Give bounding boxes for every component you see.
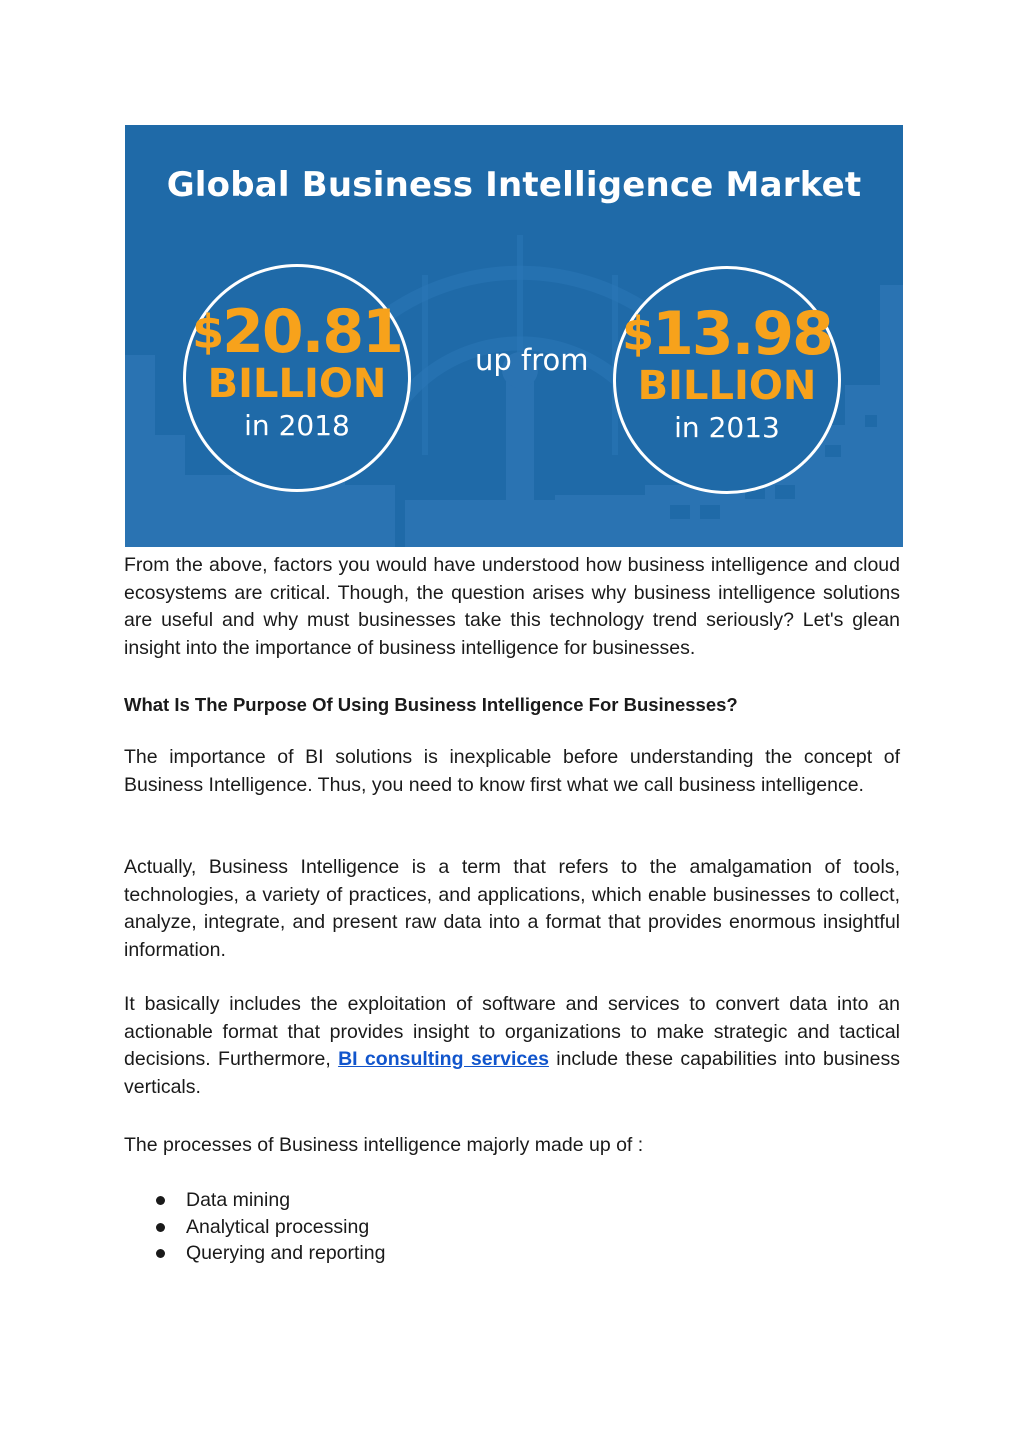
bi-consulting-services-link[interactable]: BI consulting services bbox=[338, 1048, 549, 1070]
up-from-label: up from bbox=[475, 343, 589, 377]
market-2018-year: in 2018 bbox=[244, 409, 350, 442]
bullet-icon bbox=[156, 1249, 165, 1258]
market-infographic bbox=[125, 125, 903, 547]
list-item bbox=[124, 1214, 385, 1241]
paragraph-text-before-link: It basically includes the exploitation of software and services to convert data into an actionable format that provides insight to organizations to make strategic and tactical decisions. Furthermore, bbox=[124, 993, 900, 1070]
paragraph-exploitation bbox=[124, 991, 900, 1101]
paragraph-definition: Actually, Business Intelligence is a term that refers to the amalgamation of tools, technologies, a variety of practices, and applications, which enable businesses to collect, analyze, integrate, and present raw data into a format that provides enormous insightful information. bbox=[124, 856, 900, 961]
list-item-label: Analytical processing bbox=[186, 1215, 370, 1238]
dollar-sign: $ bbox=[192, 305, 223, 359]
market-2013-unit: BILLION bbox=[637, 363, 817, 409]
infographic-title: Global Business Intelligence Market bbox=[166, 165, 862, 205]
list-item bbox=[124, 1240, 385, 1267]
paragraph-importance: The importance of BI solutions is inexplicable before understanding the concept of Business Intelligence. Thus, you need to know first what we call business intelligence. bbox=[124, 746, 900, 796]
dollar-sign: $ bbox=[622, 307, 653, 361]
list-item bbox=[124, 1187, 385, 1214]
amount-value: 13.98 bbox=[652, 299, 832, 369]
list-item-label: Querying and reporting bbox=[186, 1242, 386, 1264]
market-2018-amount bbox=[186, 297, 408, 367]
list-item-label: Data mining bbox=[186, 1189, 291, 1211]
bullet-icon bbox=[156, 1196, 165, 1205]
section-heading: What Is The Purpose Of Using Business Intelligence For Businesses? bbox=[124, 694, 738, 715]
market-2018-circle bbox=[183, 264, 411, 492]
paragraph-text-after-link: include these capabilities into business verticals. bbox=[124, 1048, 900, 1098]
processes-list bbox=[124, 1187, 385, 1267]
market-2013-year: in 2013 bbox=[674, 411, 780, 444]
amount-value: 20.81 bbox=[222, 297, 402, 367]
market-2018-unit: BILLION bbox=[207, 361, 387, 407]
paragraph-processes: The processes of Business intelligence majorly made up of : bbox=[124, 1134, 644, 1156]
market-2013-circle bbox=[613, 266, 841, 494]
market-2013-amount bbox=[616, 299, 838, 369]
bullet-icon bbox=[156, 1223, 165, 1232]
paragraph-intro: From the above, factors you would have understood how business intelligence and cloud ecosystems are critical. Though, the question arises why business intelligence solutions are useful and why must businesses take this technology trend seriously? Let's glean insight into the importance of business intelligence for businesses. bbox=[124, 554, 900, 659]
